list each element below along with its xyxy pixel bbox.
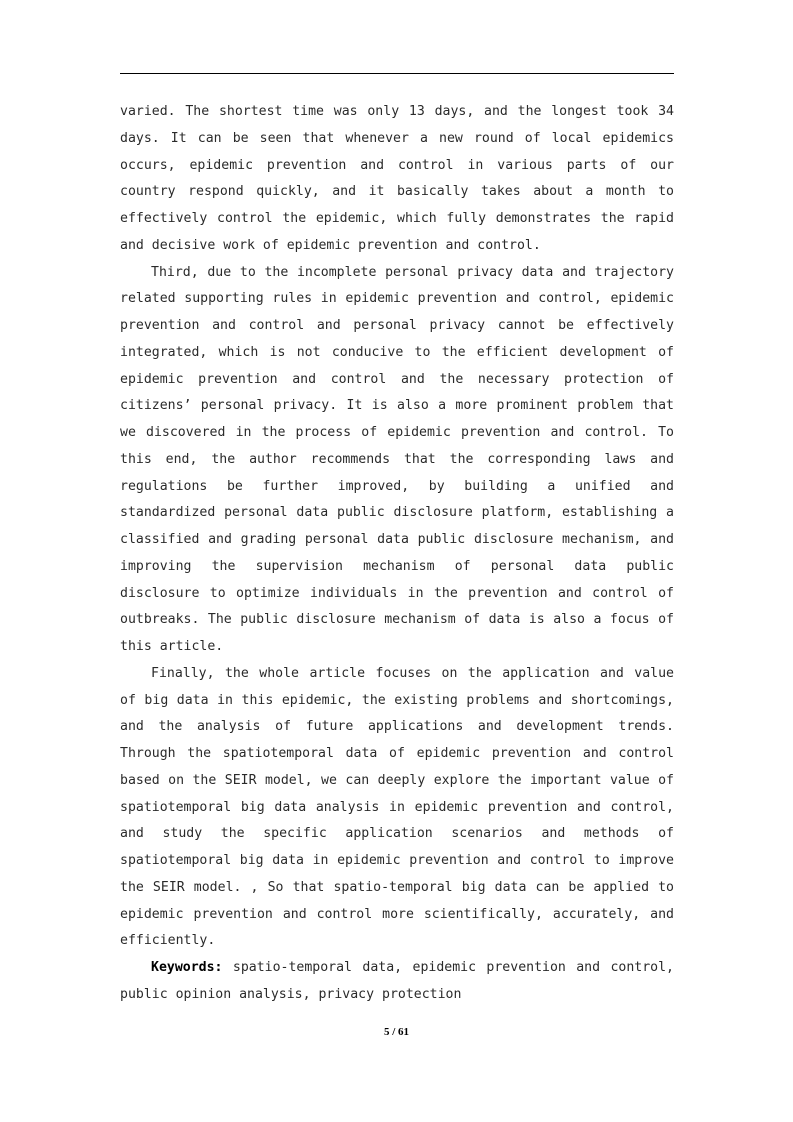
- paragraph-continuation: varied. The shortest time was only 13 days, and the longest took 34 days. It can be seen that whenever a new round of local epidemics occurs, epidemic prevention and control in various parts of our country respond quickly, and it basically takes about a month to effectively control the epidemic, which fully demonstrates the rapid and decisive work of epidemic prevention and control.: [120, 104, 674, 253]
- keywords-paragraph: [120, 955, 674, 1009]
- keywords-text: spatio-temporal data, epidemic prevention and control, public opinion analysis, privacy protection: [120, 960, 674, 1002]
- header-rule: [120, 73, 674, 74]
- paragraph-finally: Finally, the whole article focuses on the application and value of big data in this epidemic, the existing problems and shortcomings, and the analysis of future applications and development trends. Through the spatiotemporal data of epidemic prevention and control based on the SEIR model, we can deeply explore the important value of spatiotemporal big data analysis in epidemic prevention and control, and study the specific application scenarios and methods of spatiotemporal big data in epidemic prevention and control to improve the SEIR model. , So that spatio-temporal big data can be applied to epidemic prevention and control more scientifically, accurately, and efficiently.: [120, 665, 674, 949]
- page-body: [120, 99, 674, 1009]
- paragraph-third: Third, due to the incomplete personal privacy data and trajectory related supporting rules in epidemic prevention and control, epidemic prevention and control and personal privacy cannot be effectively integrated, which is not conducive to the efficient development of epidemic prevention and control and the necessary protection of citizens’ personal privacy. It is also a more prominent problem that we discovered in the process of epidemic prevention and control. To this end, the author recommends that the corresponding laws and regulations be further improved, by building a unified and standardized personal data public disclosure platform, establishing a classified and grading personal data public disclosure mechanism, and improving the supervision mechanism of personal data public disclosure to optimize individuals in the prevention and control of outbreaks. The public disclosure mechanism of data is also a focus of this article.: [120, 264, 674, 654]
- page-number: 5 / 61: [383, 1026, 410, 1038]
- keywords-label: Keywords:: [151, 960, 223, 975]
